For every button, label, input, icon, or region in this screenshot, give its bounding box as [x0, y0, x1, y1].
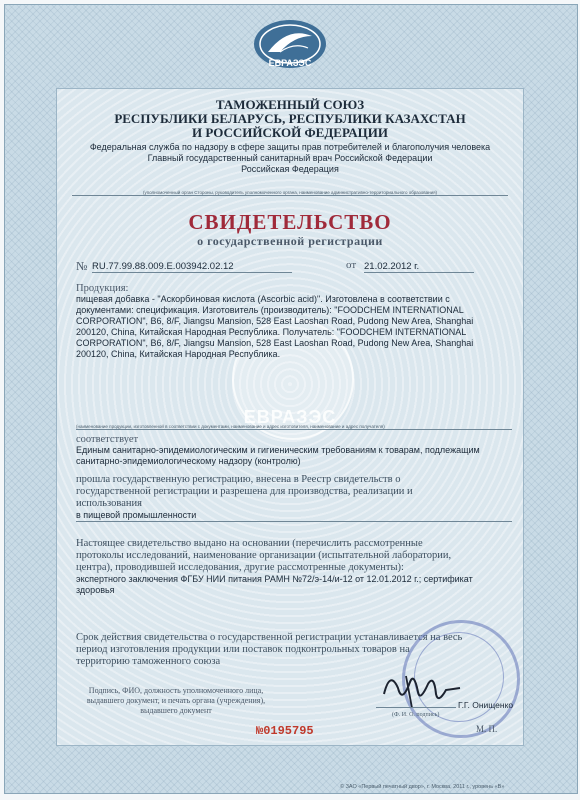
basis-value: [76, 574, 516, 596]
product-label: Продукция:: [76, 283, 129, 294]
stamp-place-label: М. П.: [476, 724, 498, 734]
authority-caption: (уполномоченный орган Стороны, руководитель уполномоченного органа, наименование административно-территориального образования): [72, 190, 508, 196]
basis-text: [76, 538, 516, 574]
signer-caption: (Ф. И. О. подпись): [392, 712, 440, 718]
conforms-line: Единым санитарно-эпидемиологическим и гигиеническим требованиям к товарам, подлежащим: [76, 445, 480, 455]
conforms-label: соответствует: [76, 434, 139, 445]
conforms-text: [76, 445, 516, 467]
certificate-title: СВИДЕТЕЛЬСТВО: [188, 210, 392, 234]
serial-number: №0195795: [256, 724, 314, 738]
signature-caption-line: выдавшего документ, и печать органа (учреждения),: [86, 696, 266, 705]
header-line-1: ТАМОЖЕННЫЙ СОЮЗ: [215, 97, 365, 112]
basis-value-line: экспертного заключения ФГБУ НИИ питания РАМН №72/э-14/и-12 от 12.01.2012 г.; сертификат: [76, 574, 473, 584]
authority-line-3: Российская Федерация: [241, 164, 339, 174]
signature-caption-line: Подпись, ФИО, должность уполномоченного лица,: [88, 686, 264, 695]
header-line-3: И РОССИЙСКОЙ ФЕДЕРАЦИИ: [192, 125, 388, 140]
basis-value-line: здоровья: [76, 585, 115, 595]
basis-line: Настоящее свидетельство выдано на основании (перечислить рассмотренные: [76, 538, 423, 549]
signature-caption-line: выдавшего документ: [140, 706, 212, 715]
conforms-line: санитарно-эпидемиологическому надзору (контролю): [76, 456, 301, 466]
validity-line: период изготовления продукции или поставок подконтрольных товаров на: [76, 644, 410, 655]
authority-line-1: Федеральная служба по надзору в сфере защиты прав потребителей и благополучия человека: [89, 142, 491, 152]
authority-line-2: Главный государственный санитарный врач Российской Федерации: [147, 153, 433, 163]
basis-line: центра), проводившей исследования, другие рассмотренные документы):: [76, 562, 404, 573]
product-line: пищевая добавка - "Аскорбиновая кислота (Ascorbic acid)". Изготовлена в соответствии с: [76, 294, 450, 304]
registry-text: [76, 474, 516, 510]
registry-line: использования: [76, 498, 142, 509]
registry-line: прошла государственную регистрацию, внесена в Реестр свидетельств о: [76, 474, 401, 485]
header-line-2: РЕСПУБЛИКИ БЕЛАРУСЬ, РЕСПУБЛИКИ КАЗАХСТАН: [114, 111, 466, 126]
eurasec-logo-icon: [250, 18, 330, 78]
product-line: 200120, China, Китайская Народная Республика.: [76, 349, 281, 359]
registration-number: RU.77.99.88.009.Е.003942.02.12: [92, 261, 292, 273]
product-line: документами: спецификация. Изготовитель (производитель): "FOODCHEM INTERNATIONAL: [76, 305, 464, 315]
product-line: CORPORATION", B6, 8/F, Jiangsu Mansion, 528 East Laoshan Road, Pudong New Area, Shanghai: [76, 316, 474, 326]
validity-line: территорию таможенного союза: [76, 656, 221, 667]
basis-line: протоколы исследований, наименование организации (испытательной лаборатории,: [76, 550, 452, 561]
logo-text: ЕВРАЗЭС: [268, 58, 312, 68]
date-label: от: [346, 259, 357, 271]
product-line: 200120, China, Китайская Народная Республика. Получатель: "FOODCHEM INTERNATIONAL: [76, 327, 467, 337]
registration-date: 21.02.2012 г.: [364, 261, 474, 273]
printer-footer: © ЗАО «Первый печатный двор», г. Москва, 2011 г., уровень «В»: [340, 784, 505, 790]
signer-name: Г.Г. Онищенко: [458, 700, 514, 710]
registry-line: государственной регистрации и разрешена для производства, реализации и: [76, 486, 413, 497]
usage-text: в пищевой промышленности: [76, 510, 512, 522]
signature-caption: [76, 686, 276, 716]
number-label: №: [76, 259, 88, 273]
product-line: CORPORATION", B6, 8/F, Jiangsu Mansion, 528 East Laoshan Road, Pudong New Area, Shanghai: [76, 338, 474, 348]
signature-line: [376, 706, 456, 708]
validity-line: Срок действия свидетельства о государственной регистрации устанавливается на весь: [76, 632, 463, 643]
certificate-subtitle: о государственной регистрации: [197, 234, 383, 248]
product-caption: (наименование продукции, изготовленной в соответствии с документами, наименование и адрес изготовителя, наименование и адрес получателя): [76, 424, 512, 430]
watermark-text: ЕВРАЗЭС: [243, 407, 337, 427]
product-description: [76, 294, 516, 360]
